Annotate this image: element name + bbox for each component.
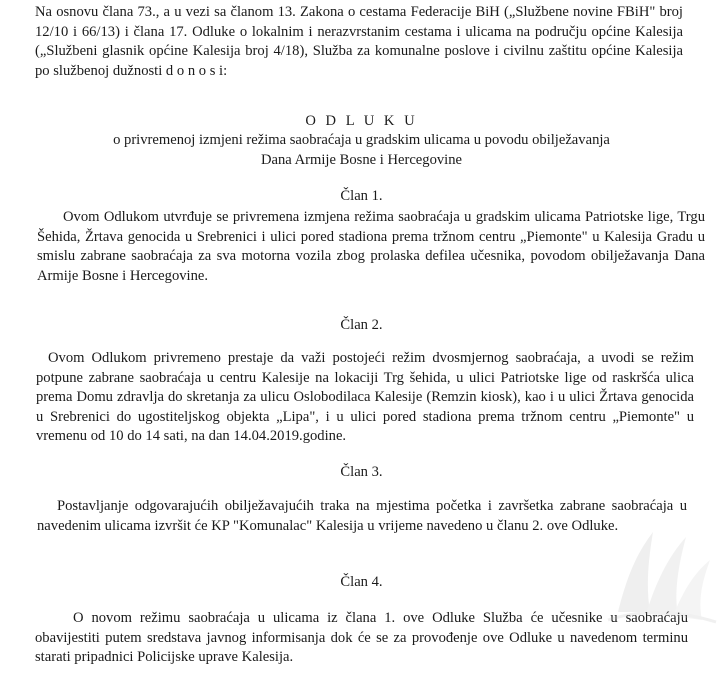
- document-title: O D L U K U: [305, 113, 418, 129]
- article-1-text: Ovom Odlukom utvrđuje se privremena izmjena režima saobraćaja u gradskim ulicama Patriotske lige, Trgu Šehida, Žrtava genocida u Srebrenici i ulici pored stadiona prema tržnom centru „Piemonte" u Kalesija Gradu u smislu zabrane saobraćaja za sva motorna vozila zbog prolaska defilea učesnika, povodom obilježavanja Dana Armije Bosne i Hercegovine.: [37, 209, 705, 284]
- article-3-text: Postavljanje odgovarajućih obilježavajućih traka na mjestima početka i završetka zabrane saobraćaja u navedenim ulicama izvršit će KP "Komunalac" Kalesija u vrijeme navedeno u članu 2. ove Odluke.: [37, 498, 687, 534]
- article-2-heading: Član 2.: [340, 317, 383, 333]
- article-3-heading: Član 3.: [340, 464, 383, 480]
- article-2-text: Ovom Odlukom privremeno prestaje da važi postojeći režim dvosmjernog saobraćaja, a uvodi se režim potpune zabrane saobraćaja u centru Kalesije na lokaciji Trg šehida, u ulici Patriotske lige od raskršća ulica prema Domu zdravlja do skretanja za ulicu Oslobodilaca Kalesije (Remzin kiosk), kao i u ulici Žrtava genocida u Srebrenici do ugostiteljskog objekta „Lipa", i u ulici pored stadiona prema tržnom centru „Piemonte" u vremenu od 10 do 14 sati, na dan 14.04.2019.godine.: [36, 350, 694, 444]
- document-subtitle: [0, 131, 723, 170]
- watermark-logo: [598, 512, 718, 630]
- intro-paragraph: Na osnovu člana 73., a u vezi sa članom 13. Zakona o cestama Federacije BiH („Službene novine FBiH" broj 12/10 i 66/13) i člana 17. Odluke o lokalnim i nerazvrstanim cestama i ulicama na području općine Kalesija („Službeni glasnik općine Kalesija broj 4/18), Služba za komunalne poslove i civilnu zaštitu općine Kalesija po službenoj dužnosti d o n o s i:: [35, 4, 683, 79]
- subtitle-line-1: o privremenoj izmjeni režima saobraćaja u gradskim ulicama u povodu obilježavanja: [113, 132, 610, 148]
- article-1-heading: Član 1.: [340, 188, 383, 204]
- article-4-text: O novom režimu saobraćaja u ulicama iz člana 1. ove Odluke Služba će učesnike u saobraćaju obavijestiti putem sredstava javnog informisanja dok će se za provođenje ove Odluke u navedenom terminu starati pripadnici Policijske uprave Kalesija.: [35, 610, 688, 665]
- article-4-heading: Član 4.: [340, 574, 383, 590]
- subtitle-line-2: Dana Armije Bosne i Hercegovine: [260, 151, 462, 168]
